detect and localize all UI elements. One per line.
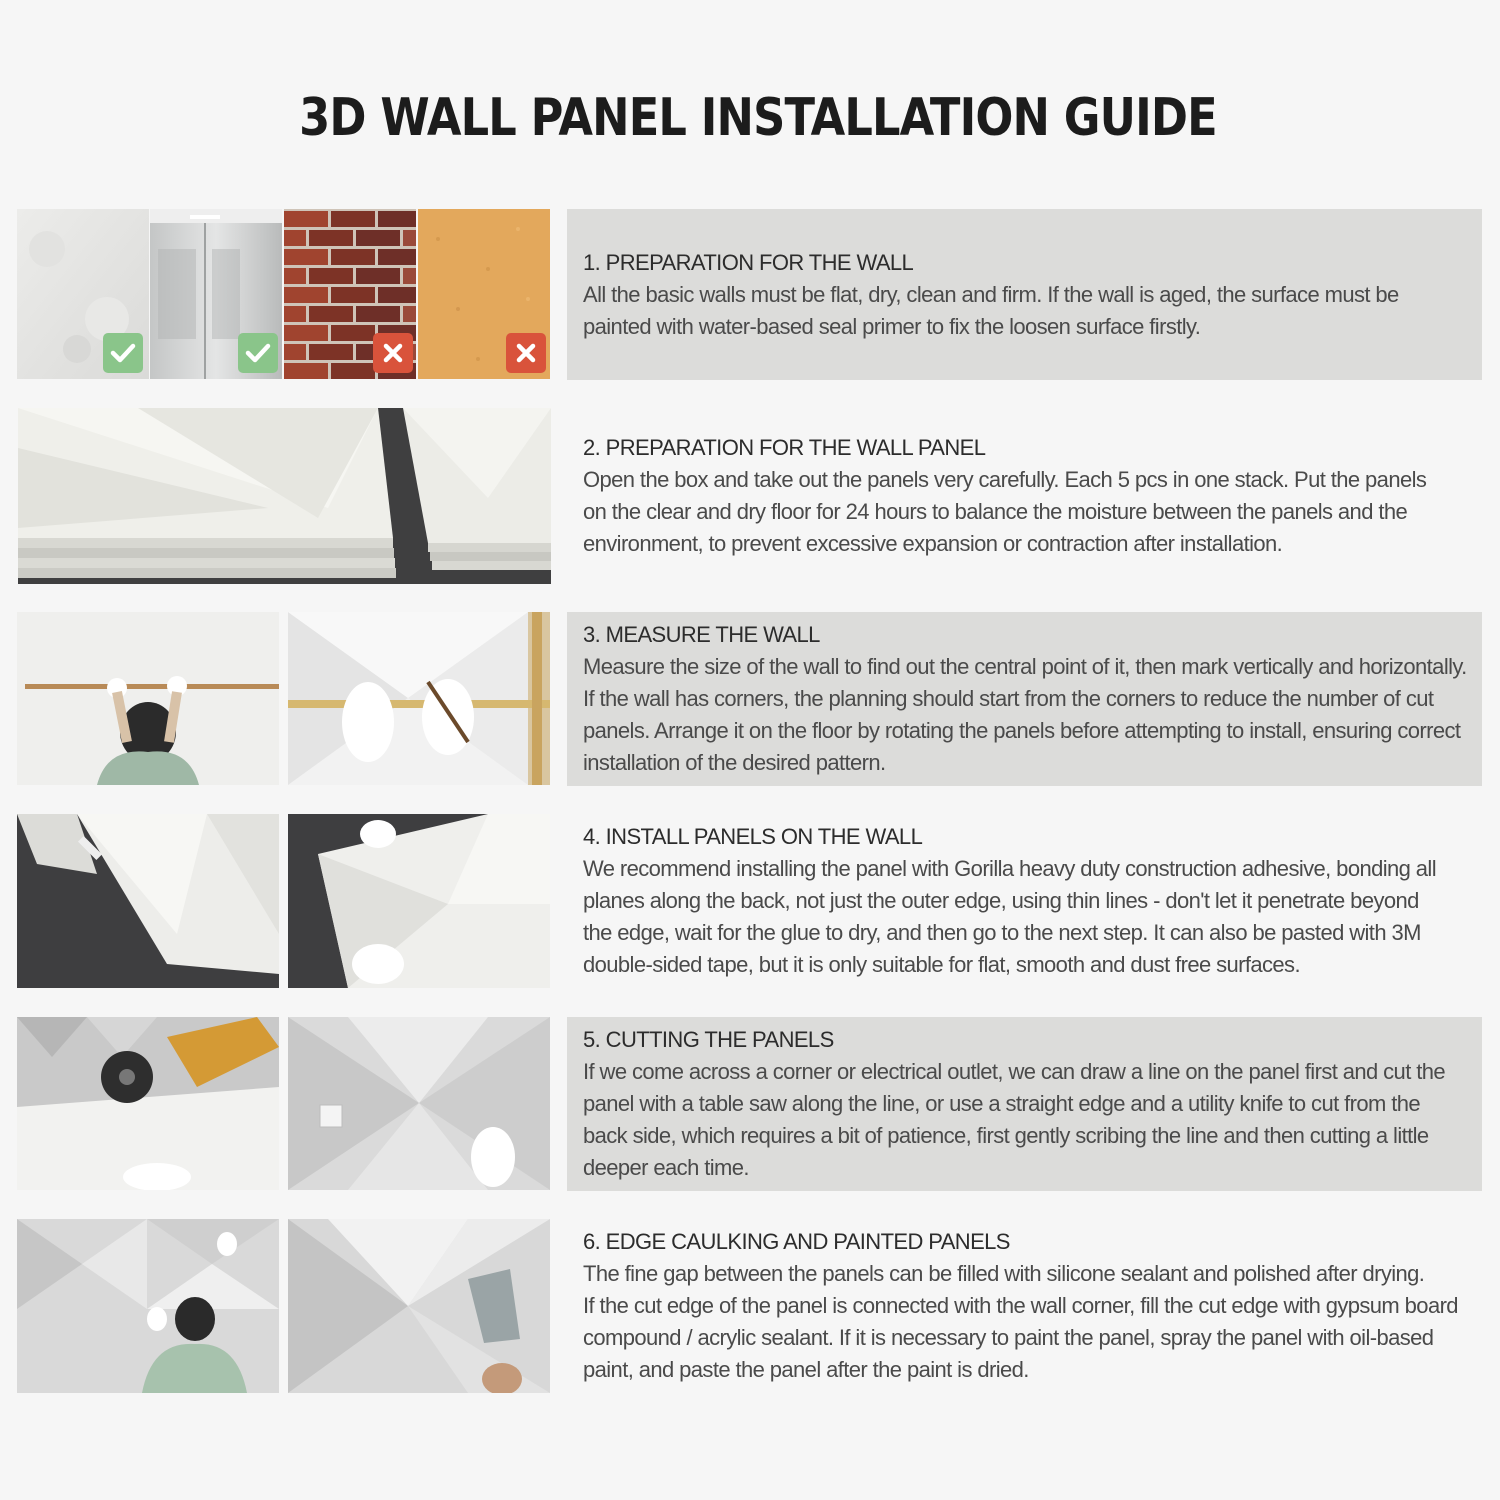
wall-photo-sand: [418, 209, 550, 379]
step-heading: 2. PREPARATION FOR THE WALL PANEL: [583, 435, 986, 460]
caulking-photo: [288, 1219, 550, 1393]
page-title: 3D WALL PANEL INSTALLATION GUIDE: [299, 88, 1217, 148]
step-1-text: [567, 209, 1482, 380]
step-description: [583, 279, 1472, 343]
press-panel-photo: [288, 814, 550, 988]
step-description: [583, 651, 1472, 779]
cut-outlet-illustration: [288, 1017, 550, 1190]
check-icon: [103, 333, 143, 373]
wall-photo-brick: [284, 209, 416, 379]
description-line: the edge, wait for the glue to dry, and then go to the next step. It can also be pasted with 3M: [583, 920, 1421, 945]
panel-stack-illustration: [18, 408, 551, 584]
brick: [403, 306, 416, 322]
brick: [331, 249, 375, 265]
saw-cutting-illustration: [17, 1017, 279, 1190]
description-line: We recommend installing the panel with Gorilla heavy duty construction adhesive, bonding all: [583, 856, 1437, 881]
caulking-illustration: [288, 1219, 550, 1393]
brick: [284, 306, 306, 322]
step-heading: 4. INSTALL PANELS ON THE WALL: [583, 824, 923, 849]
press-panel-illustration: [288, 814, 550, 988]
step-description: [583, 1056, 1472, 1184]
wall-photo-plaster: [17, 209, 149, 379]
step-4-text: [567, 814, 1482, 988]
description-line: installation of the desired pattern.: [583, 750, 886, 775]
mark-panel-illustration: [288, 612, 550, 785]
apply-adhesive-photo: [17, 814, 279, 988]
description-line: panels. Arrange it on the floor by rotating the panels before attempting to install, ensuring correct: [583, 718, 1461, 743]
description-line: All the basic walls must be flat, dry, clean and firm. If the wall is aged, the surface must be: [583, 281, 1399, 307]
brick: [284, 325, 328, 341]
brick: [331, 287, 375, 303]
brick: [331, 211, 375, 227]
brick: [284, 211, 328, 227]
brick: [284, 230, 306, 246]
saw-cutting-photo: [17, 1017, 279, 1190]
brick: [284, 363, 328, 379]
step-heading: 5. CUTTING THE PANELS: [583, 1027, 834, 1052]
brick: [309, 268, 353, 284]
step-3-text: [567, 612, 1482, 786]
description-line: paint, and paste the panel after the paint is dried.: [583, 1357, 1029, 1382]
brick: [284, 268, 306, 284]
brick: [309, 306, 353, 322]
step-6-text: [567, 1219, 1482, 1393]
check-icon: [238, 333, 278, 373]
step-description: [583, 464, 1472, 560]
cross-mark: [382, 342, 404, 364]
brick: [356, 306, 400, 322]
description-line: compound / acrylic sealant. If it is necessary to paint the panel, spray the panel with oil-based: [583, 1325, 1434, 1350]
cut-outlet-photo: [288, 1017, 550, 1190]
measure-wall-illustration: [17, 612, 279, 785]
description-line: panel with a table saw along the line, or use a straight edge and a utility knife to cut from the: [583, 1091, 1421, 1116]
description-line: painted with water-based seal primer to fix the loosen surface firstly.: [583, 313, 1201, 339]
step-description: [583, 853, 1472, 981]
brick: [378, 211, 416, 227]
brick: [356, 230, 400, 246]
installed-wall-photo: [17, 1219, 279, 1393]
brick: [284, 287, 328, 303]
description-line: If the cut edge of the panel is connected with the wall corner, fill the cut edge with gypsum board: [583, 1293, 1458, 1318]
brick: [331, 325, 375, 341]
description-line: deeper each time.: [583, 1155, 749, 1180]
check-mark: [245, 342, 271, 364]
brick: [309, 230, 353, 246]
description-line: environment, to prevent excessive expansion or contraction after installation.: [583, 531, 1283, 556]
brick: [284, 344, 306, 360]
apply-adhesive-illustration: [17, 814, 279, 988]
brick: [378, 249, 416, 265]
description-line: planes along the back, not just the outer edge, using thin lines - don't let it penetrate beyond: [583, 888, 1419, 913]
cross-icon: [506, 333, 546, 373]
wall-photo-glass: [150, 209, 282, 379]
description-line: on the clear and dry floor for 24 hours to balance the moisture between the panels and the: [583, 499, 1408, 524]
description-line: If we come across a corner or electrical outlet, we can draw a line on the panel first and cut the: [583, 1059, 1445, 1084]
description-line: If the wall has corners, the planning should start from the corners to reduce the number of cut: [583, 686, 1434, 711]
step-heading: 1. PREPARATION FOR THE WALL: [583, 249, 914, 275]
cross-icon: [373, 333, 413, 373]
description-line: The fine gap between the panels can be filled with silicone sealant and polished after drying.: [583, 1261, 1425, 1286]
step-2-text: [567, 408, 1482, 584]
description-line: back side, which requires a bit of patience, first gently scribing the line and then cutting a little: [583, 1123, 1429, 1148]
check-mark: [110, 342, 136, 364]
brick: [378, 287, 416, 303]
brick: [403, 268, 416, 284]
step-heading: 3. MEASURE THE WALL: [583, 622, 820, 647]
panel-stack-photo: [18, 408, 551, 584]
cross-mark: [515, 342, 537, 364]
step-5-text: [567, 1017, 1482, 1191]
step-heading: 6. EDGE CAULKING AND PAINTED PANELS: [583, 1229, 1010, 1254]
brick: [331, 363, 375, 379]
brick: [403, 230, 416, 246]
brick: [309, 344, 353, 360]
installed-wall-illustration: [17, 1219, 279, 1393]
description-line: double-sided tape, but it is only suitable for flat, smooth and dust free surfaces.: [583, 952, 1300, 977]
description-line: Measure the size of the wall to find out the central point of it, then mark vertically and horizontally.: [583, 654, 1467, 679]
mark-panel-photo: [288, 612, 550, 785]
brick: [356, 268, 400, 284]
step-description: [583, 1258, 1472, 1386]
measure-wall-photo: [17, 612, 279, 785]
brick: [284, 249, 328, 265]
description-line: Open the box and take out the panels very carefully. Each 5 pcs in one stack. Put the panels: [583, 467, 1427, 492]
